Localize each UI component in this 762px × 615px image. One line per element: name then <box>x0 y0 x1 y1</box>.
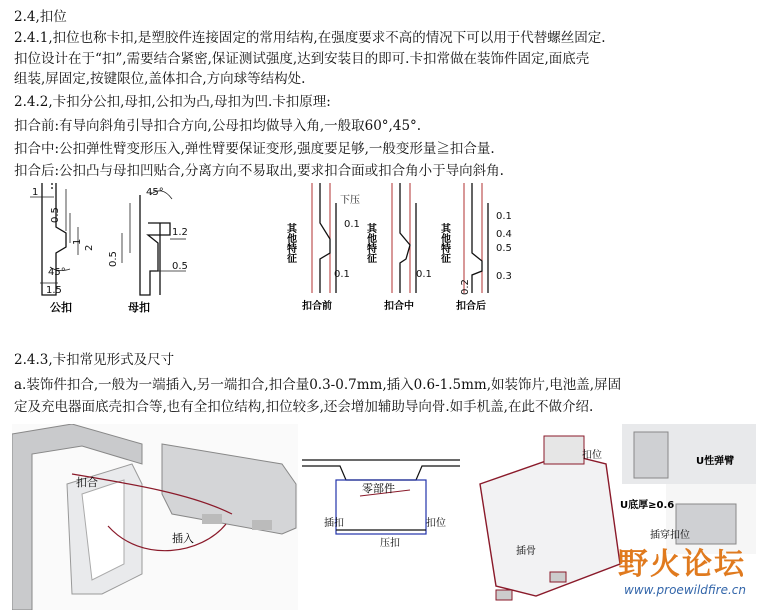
paragraph-242: 2.4.2,卡扣分公扣,母扣,公扣为凸,母扣为凹.卡扣原理: <box>14 94 331 110</box>
press-buckle-label: 压扣 <box>380 538 400 549</box>
dim-label: 0.5 <box>108 251 119 267</box>
other-feature-label: 其他特征 <box>284 223 296 263</box>
dim-label: 0.1 <box>416 269 432 280</box>
buckle-label: 扣位 <box>426 518 446 529</box>
dim-label: 2 <box>84 244 95 251</box>
paragraph-a-line2: 定及充电器面底壳扣合等,也有全扣位结构,扣位较多,还会增加辅助导向骨.如手机盖,在此不做介绍. <box>14 399 594 415</box>
snap-stage-figure <box>284 183 524 318</box>
dim-label: 0.5 <box>496 243 512 254</box>
watermark <box>618 539 746 597</box>
paragraph-during: 扣合中:公扣弹性臂变形压入,弹性臂要保证变形,强度要足够,一般变形量≧扣合量. <box>14 141 495 157</box>
dim-label: 0.5 <box>50 207 61 223</box>
caption-during: 扣合中 <box>384 301 414 312</box>
dim-label: 1.5 <box>46 285 62 296</box>
dim-label: 0.5 <box>172 261 188 272</box>
paragraph-241-line1: 2.4.1,扣位也称卡扣,是塑胶件连接固定的常用结构,在强度要求不高的情况下可以用于代替螺丝固定. <box>14 30 606 46</box>
u-base-label: U底厚≥0.6 <box>620 500 675 511</box>
caption-before: 扣合前 <box>302 301 332 312</box>
paragraph-243: 2.4.3,卡扣常见形式及尺寸 <box>14 352 175 368</box>
press-down-label: 下压 <box>340 195 360 206</box>
male-buckle-caption: 公扣 <box>50 301 72 314</box>
paragraph-241-line3: 组装,屏固定,按键限位,盖体扣合,方向球等结构处. <box>14 71 306 87</box>
dim-label: 45° <box>48 267 66 278</box>
insert-buckle-label: 插扣 <box>324 518 344 529</box>
other-feature-label: 其他特征 <box>438 223 450 263</box>
rib-label: 插骨 <box>516 546 536 557</box>
dim-label: 1 <box>72 238 83 245</box>
dim-label: 0.1 <box>334 269 350 280</box>
paragraph-before: 扣合前:有导向斜角引导扣合方向,公母扣均做导入角,一般取60°,45°. <box>14 118 422 134</box>
decoration-snap-render <box>12 424 298 610</box>
dim-label: 0.4 <box>496 229 512 240</box>
dim-label: 0.2 <box>460 279 471 295</box>
insert-label: 插入 <box>172 532 194 545</box>
paragraph-after: 扣合后:公扣凸与母扣凹贴合,分离方向不易取出,要求扣合面或扣合角小于导向斜角. <box>14 163 504 179</box>
paragraph-a-line1: a.装饰件扣合,一般为一端插入,另一端扣合,扣合量0.3-0.7mm,插入0.6-1.5mm,如装饰片,电池盖,屏固 <box>14 377 622 393</box>
other-feature-label: 其他特征 <box>364 223 376 263</box>
dim-label: 0.1 <box>344 219 360 230</box>
section-heading: 2.4,扣位 <box>14 9 67 25</box>
dim-label: 0.3 <box>496 271 512 282</box>
buckle-dimension-figure <box>30 183 220 318</box>
watermark-brand: 野火论坛 <box>618 547 746 582</box>
dim-label: 1 <box>32 187 39 198</box>
dim-label: 45° <box>146 187 164 198</box>
u-spring-label: U性弹臂 <box>696 456 735 467</box>
dim-label: 1.2 <box>172 227 188 238</box>
insert-buckle-label: 插穿扣位 <box>650 530 690 541</box>
caption-after: 扣合后 <box>456 301 486 312</box>
buckle-label: 扣位 <box>582 450 602 461</box>
part-label: 零部件 <box>362 482 395 495</box>
section-view-figure <box>300 456 462 556</box>
paragraph-241-line2: 扣位设计在于“扣”,需要结合紧密,保证测试强度,达到安装目的即可.卡扣常做在装饰件固定,面底壳 <box>14 51 590 67</box>
female-buckle-caption: 母扣 <box>128 301 150 314</box>
snap-label: 扣合 <box>76 476 98 489</box>
watermark-url: www.proewildfire.cn <box>624 583 746 597</box>
dim-label: 0.1 <box>496 211 512 222</box>
